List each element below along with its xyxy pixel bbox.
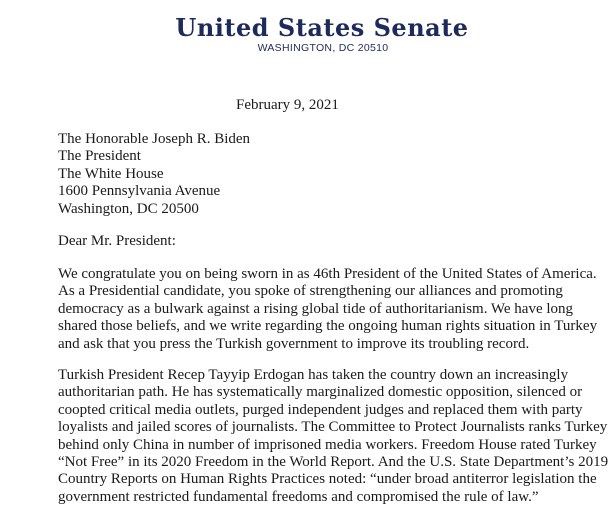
paragraph-line: coopted critical media outlets, purged independent judges and replaced them with party [58,401,583,418]
paragraph-line: shared those beliefs, and we write regarding the ongoing human rights situation in Turkey [58,318,598,335]
address-line: 1600 Pennsylvania Avenue [58,183,221,200]
paragraph-line: Country Reports on Human Rights Practices noted: “under broad antiterror legislation the [58,471,597,488]
paragraph-line: government restricted fundamental freedoms and compromised the rule of law.” [58,488,539,505]
paragraph-line: and ask that you press the Turkish government to improve its troubling record. [58,335,530,352]
address-line: The Honorable Joseph R. Biden [58,131,251,147]
paragraph-line: democracy as a bulwark against a rising global tide of authoritarianism. We have long [58,300,574,317]
address-line: The President [58,148,141,165]
address-line: The White House [58,165,164,182]
letterhead [0,14,616,54]
paragraph-line: authoritarian path. He has systematically marginalized domestic opposition, silenced or [58,384,583,401]
letterhead-title: United States Senate [175,13,469,42]
paragraph-line: behind only China in number of imprisoned media workers. Freedom House rated Turkey [58,436,597,453]
paragraph-line: “Not Free” in its 2020 Freedom in the World Report. And the U.S. State Department’s 2019 [58,454,609,471]
letter-date: February 9, 2021 [236,97,339,113]
paragraph-line: loyalists and jailed scores of journalists. The Committee to Protect Journalists ranks Turkey [58,419,608,436]
body-paragraph-1 [58,266,616,353]
paragraph-line: As a Presidential candidate, you spoke of strengthening our alliances and promoting [58,283,563,300]
recipient-address [58,131,250,218]
salutation: Dear Mr. President: [58,233,176,249]
address-line: Washington, DC 20500 [58,200,199,217]
paragraph-line: We congratulate you on being sworn in as 46th President of the United States of America. [58,266,597,282]
paragraph-line: Turkish President Recep Tayyip Erdogan has taken the country down an increasingly [58,367,569,383]
body-paragraph-2 [58,367,616,506]
letterhead-location: WASHINGTON, DC 20510 [257,42,389,54]
